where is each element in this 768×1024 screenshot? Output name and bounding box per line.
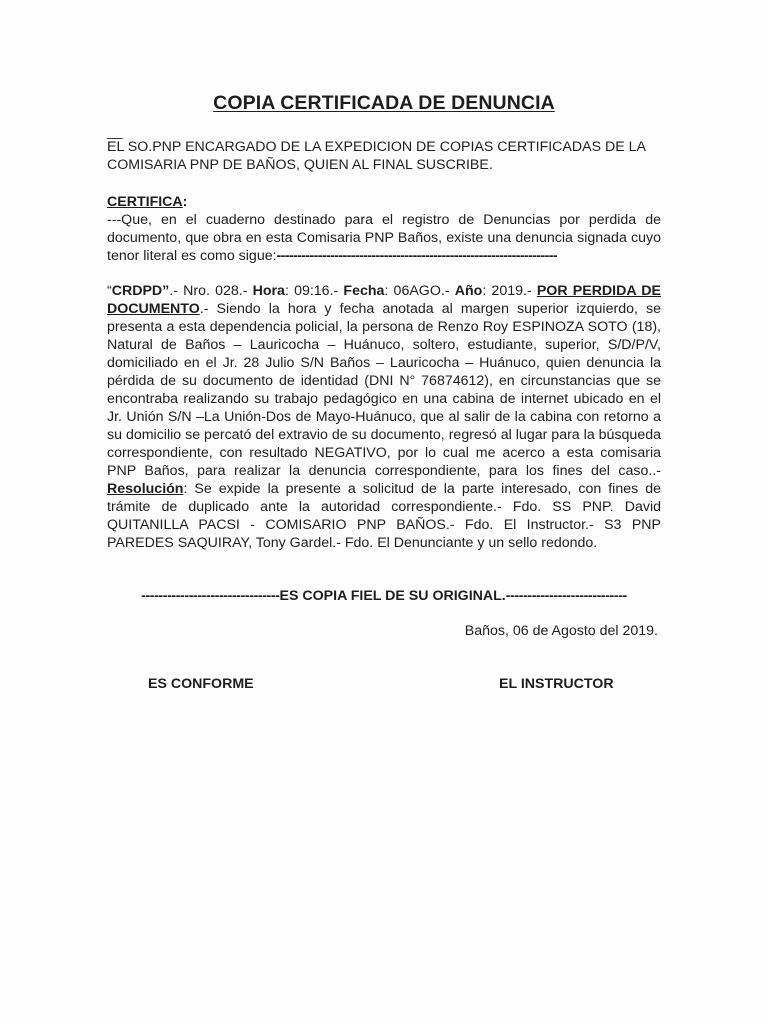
copia-fiel-text: ES COPIA FIEL DE SU ORIGINAL. xyxy=(279,588,506,604)
copia-fiel-left-dashes: -------------------------------- xyxy=(141,588,280,604)
record-type-label: POR PERDIDA DE DOCUMENTO xyxy=(107,283,661,317)
certifica-heading xyxy=(107,193,187,211)
record-narrative: .- Siendo la hora y fecha anotada al margen superior izquierdo, se presenta a esta dependencia policial, la persona de Renzo Roy ESPINOZA SOTO (18), Natural de Baños – Lauricocha – Huánuco, soltero, estudiante, superior, S/D/P/V, domiciliado en el Jr. 28 Julio S/N Baños – Lauricocha – Huánuco, quien denuncia la pérdida de su documento de identidad (DNI N° 76874612), en circunstancias que se encontraba realizando su trabajo pedagógico en una cabina de internet ubicado en el Jr. Unión S/N –La Unión-Dos de Mayo-Huánuco, que al salir de la cabina con retorno a su domicilio se percató del extravio de su documento, regresó al lugar para la búsqueda correspondiente, con resultado NEGATIVO, por lo cual me acerco a esta comisaria PNP Baños, para realizar la denuncia correspondiente, para los fines del caso..- xyxy=(107,301,661,479)
certifica-paragraph xyxy=(107,211,661,265)
certifica-label: CERTIFICA xyxy=(107,194,183,210)
resolucion-label: Resolución xyxy=(107,481,184,497)
copia-fiel-right-dashes: ---------------------------- xyxy=(505,588,627,604)
record-nro: .- Nro. 028.- xyxy=(169,283,253,299)
record-code: CRDPD” xyxy=(111,283,170,299)
anio-value: : 2019.- xyxy=(482,283,537,299)
signature-el-instructor: EL INSTRUCTOR xyxy=(499,676,614,692)
open-quote: “ xyxy=(107,283,112,299)
document-title: COPIA CERTIFICADA DE DENUNCIA xyxy=(213,92,555,114)
copia-fiel-line xyxy=(107,587,661,605)
fecha-label: Fecha xyxy=(343,283,385,299)
underscore-mark: __ xyxy=(107,123,123,139)
denuncia-record-paragraph xyxy=(107,282,661,552)
resolucion-text: : Se expide la presente a solicitud de la parte interesado, con fines de trámite de duplicado ante la autoridad correspondiente.- Fdo. SS PNP. David QUITANILLA PACSI - COMISARIO PNP BAÑOS.- Fdo. El Instructor.- S3 PNP PAREDES SAQUIRAY, Tony Gardel.- Fdo. El Denunciante y un sello redondo. xyxy=(107,481,661,551)
place-date: Baños, 06 de Agosto del 2019. xyxy=(464,623,658,639)
hora-label: Hora xyxy=(252,283,285,299)
fecha-value: : 06AGO.- xyxy=(384,283,455,299)
certifica-text: ---Que, en el cuaderno destinado para el registro de Denuncias por perdida de documento, que obra en esta Comisaria PNP Baños, existe una denuncia signada cuyo tenor literal es como sigue: xyxy=(107,212,661,264)
intro-paragraph: EL SO.PNP ENCARGADO DE LA EXPEDICION DE COPIAS CERTIFICADAS DE LA COMISARIA PNP DE BAÑOS, QUIEN AL FINAL SUSCRIBE. xyxy=(107,139,646,173)
signature-es-conforme: ES CONFORME xyxy=(148,676,254,692)
hora-value: : 09:16.- xyxy=(284,283,344,299)
certifica-colon: : xyxy=(182,194,188,210)
anio-label: Año xyxy=(454,283,483,299)
certifica-dashes: -------------------------------------------------------------------- xyxy=(276,248,558,264)
